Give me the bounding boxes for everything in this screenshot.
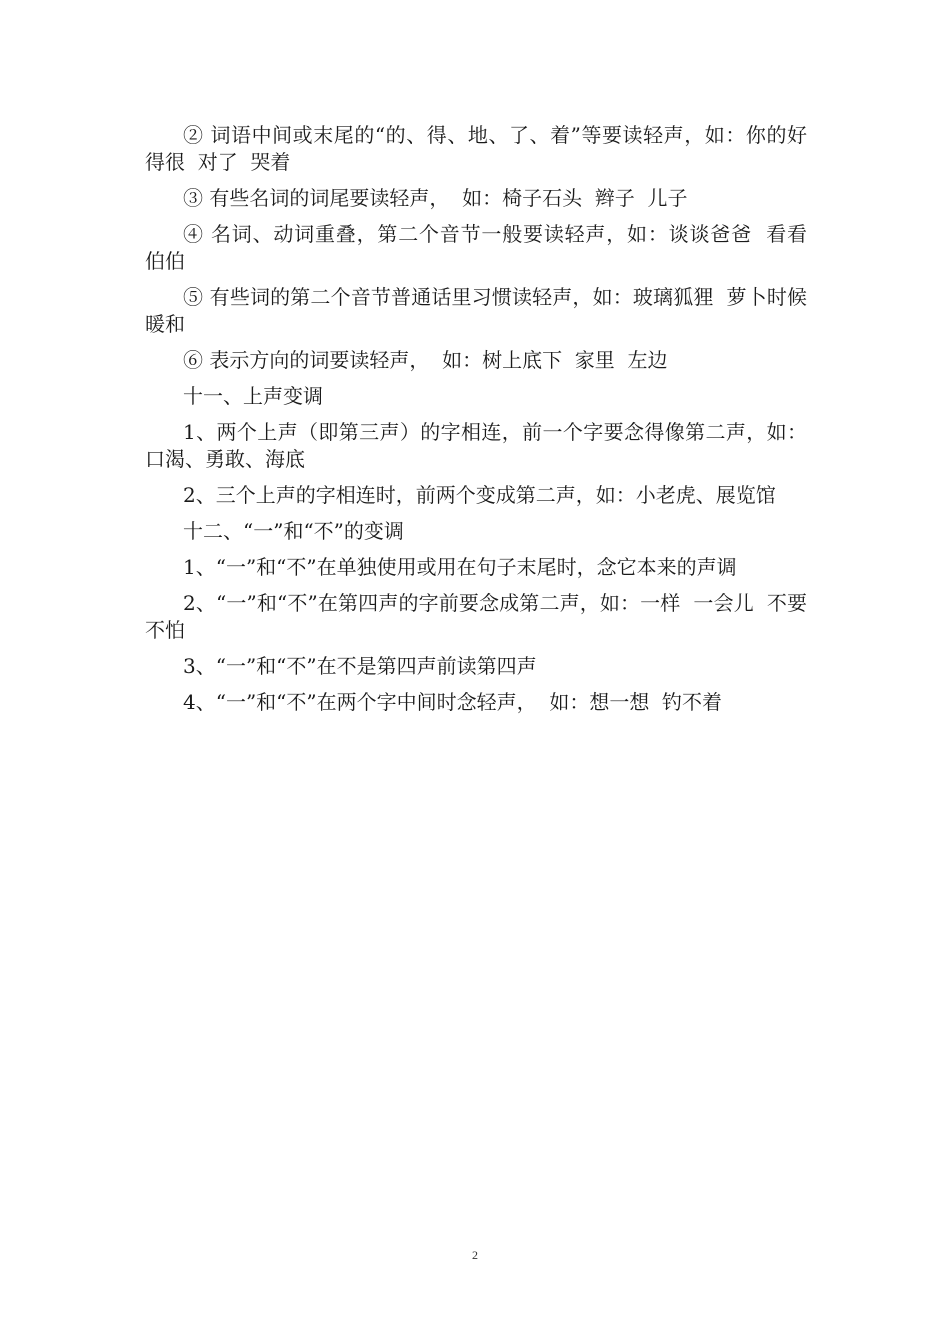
paragraph-yi-bu-1: 1、“一”和“不”在单独使用或用在句子末尾时，念它本来的声调	[183, 555, 737, 579]
paragraph-third-tone-2: 2、三个上声的字相连时，前两个变成第二声，如：小老虎、展览馆	[183, 483, 776, 507]
paragraph-yi-bu-2: 2、“一”和“不”在第四声的字前要念成第二声，如：一样 一会儿 不要不怕	[145, 591, 807, 642]
page-number: 2	[472, 1248, 478, 1262]
paragraph-neutral-tone-6: ⑥ 表示方向的词要读轻声， 如：树上底下 家里 左边	[183, 348, 668, 372]
paragraph-neutral-tone-3: ③ 有些名词的词尾要读轻声， 如：椅子石头 辫子 儿子	[183, 186, 688, 210]
document-body	[145, 122, 820, 725]
paragraph-neutral-tone-5: ⑤ 有些词的第二个音节普通话里习惯读轻声，如：玻璃狐狸 萝卜时候 暖和	[145, 285, 820, 336]
paragraph-neutral-tone-4: ④ 名词、动词重叠，第二个音节一般要读轻声，如：谈谈爸爸 看看 伯伯	[145, 222, 820, 273]
paragraph-yi-bu-3: 3、“一”和“不”在不是第四声前读第四声	[183, 654, 537, 678]
paragraph-third-tone-1: 1、两个上声（即第三声）的字相连，前一个字要念得像第二声，如：口渴、勇敢、海底	[145, 420, 807, 471]
paragraph-neutral-tone-2: ② 词语中间或末尾的“的、得、地、了、着”等要读轻声，如：你的好得很 对了 哭着	[145, 123, 807, 174]
paragraph-yi-bu-4: 4、“一”和“不”在两个字中间时念轻声， 如：想一想 钓不着	[183, 690, 723, 714]
section-heading-12: 十二、“一”和“不”的变调	[183, 519, 404, 543]
section-heading-11: 十一、上声变调	[183, 384, 323, 408]
